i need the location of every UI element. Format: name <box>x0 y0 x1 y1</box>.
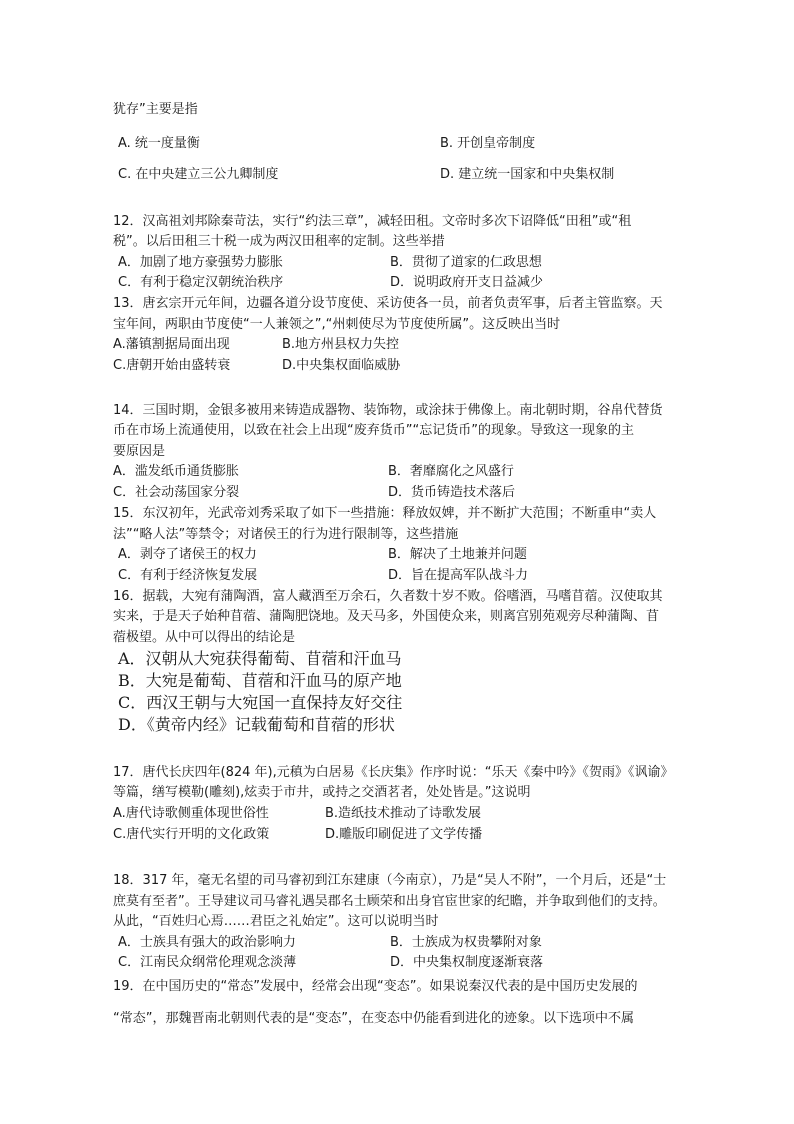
q18-option-c[interactable]: C．江南民众纲常伦理观念淡薄 <box>118 955 297 970</box>
q12-option-d[interactable]: D．说明政府开支日益减少 <box>390 275 544 290</box>
q12-option-b[interactable]: B．贯彻了道家的仁政思想 <box>390 255 542 270</box>
q16-option-c[interactable]: C．西汉王朝与大宛国一直保持友好交往 <box>118 693 403 712</box>
q11-option-c[interactable]: C. 在中央建立三公九卿制度 <box>118 167 279 182</box>
q17-option-b[interactable]: B.造纸技术推动了诗歌发展 <box>325 806 482 821</box>
q11-option-a[interactable]: A. 统一度量衡 <box>118 136 200 151</box>
q15-option-c[interactable]: C．有利于经济恢复发展 <box>118 568 258 583</box>
q14-stem-line-2: 币在市场上流通使用，以致在社会上出现“废弃货币”“忘记货币”的现象。导致这一现象的主 <box>113 423 634 438</box>
q14-stem-line-3: 要原因是 <box>113 444 166 459</box>
q16-stem-line-2: 实来，于是天子始种苜蓿、蒲陶肥饶地。及天马多，外国使众来，则离宫别苑观旁尽种蒲陶、苜 <box>113 609 660 624</box>
q17-option-c[interactable]: C.唐代实行开明的文化政策 <box>113 827 270 842</box>
q14-stem-line-1: 14．三国时期，金银多被用来铸造成器物、装饰物，或涂抹于佛像上。南北朝时期，谷帛代替货 <box>113 403 663 418</box>
q11-stem: 犹存”主要是指 <box>113 102 198 117</box>
q14-option-a[interactable]: A．滥发纸币通货膨胀 <box>113 464 239 479</box>
q15-option-b[interactable]: B．解决了土地兼并问题 <box>388 547 527 562</box>
q16-stem-line-1: 16．据载，大宛有蒲陶酒，富人藏酒至万余石，久者数十岁不败。俗嗜酒，马嗜苜蓿。汉使取其 <box>113 589 663 604</box>
q19-stem-line-2: “常态”，那魏晋南北朝则代表的是“变态”，在变态中仍能看到进化的迹象。以下选项中不属 <box>113 1011 634 1026</box>
q18-option-d[interactable]: D．中央集权制度逐渐衰落 <box>390 955 544 970</box>
q16-stem-line-3: 蓿极望。从中可以得出的结论是 <box>113 630 296 645</box>
q14-option-d[interactable]: D．货币铸造技术落后 <box>388 485 516 500</box>
q18-option-b[interactable]: B．士族成为权贵攀附对象 <box>390 935 542 950</box>
q16-option-d[interactable]: D．《黄帝内经》记载葡萄和苜蓿的形状 <box>118 715 395 734</box>
q12-stem-line-2: 税”。以后田租三十税一成为两汉田租率的定制。这些举措 <box>113 234 445 249</box>
q14-option-b[interactable]: B．奢靡腐化之风盛行 <box>388 464 514 479</box>
q13-stem-line-1: 13．唐玄宗开元年间，边疆各道分设节度使、采访使各一员，前者负责军事，后者主管监察。天 <box>113 296 663 311</box>
q15-option-d[interactable]: D．旨在提高军队战斗力 <box>388 568 529 583</box>
q17-stem-line-1: 17．唐代长庆四年(824 年),元稹为白居易《长庆集》作序时说：“乐天《秦中吟》《贺雨》《讽谕》 <box>113 765 674 780</box>
q16-option-a[interactable]: A．汉朝从大宛获得葡萄、苜蓿和汗血马 <box>118 649 402 668</box>
q13-option-b[interactable]: B.地方州县权力失控 <box>282 337 400 352</box>
q16-option-b[interactable]: B．大宛是葡萄、苜蓿和汗血马的原产地 <box>118 671 402 690</box>
q17-option-d[interactable]: D.雕版印刷促进了文学传播 <box>325 827 483 842</box>
q13-option-a[interactable]: A.藩镇割据局面出现 <box>113 337 230 352</box>
q15-stem-line-2: 法”“略人法”等禁令；对诸侯王的行为进行限制等，这些措施 <box>113 527 459 542</box>
q15-option-a[interactable]: A．剥夺了诸侯王的权力 <box>118 547 257 562</box>
q18-stem-line-1: 18．317 年，毫无名望的司马睿初到江东建康（今南京），乃是“吴人不附”，一个月后，还是“士 <box>113 873 667 888</box>
q13-stem-line-2: 宝年间，两职由节度使“一人兼领之”,“州刺使尽为节度使所属”。这反映出当时 <box>113 317 561 332</box>
q11-option-d[interactable]: D. 建立统一国家和中央集权制 <box>440 167 615 182</box>
q13-option-d[interactable]: D.中央集权面临威胁 <box>282 358 401 373</box>
q18-stem-line-3: 从此，“百姓归心焉……君臣之礼始定”。这可以说明当时 <box>113 914 439 929</box>
q12-option-a[interactable]: A．加剧了地方豪强势力膨胀 <box>118 255 283 270</box>
q15-stem-line-1: 15．东汉初年，光武帝刘秀采取了如下一些措施：释放奴婢，并不断扩大范围；不断重申“卖人 <box>113 506 657 521</box>
q12-option-c[interactable]: C．有利于稳定汉朝统治秩序 <box>118 275 284 290</box>
q14-option-c[interactable]: C．社会动荡国家分裂 <box>113 485 240 500</box>
q11-option-b[interactable]: B. 开创皇帝制度 <box>440 136 536 151</box>
q18-stem-line-2: 庶莫有至者”。王导建议司马睿礼遇吴郡名士顾荣和出身官宦世家的纪瞻，并争取到他们的支持。 <box>113 894 666 909</box>
q18-option-a[interactable]: A．士族具有强大的政治影响力 <box>118 935 296 950</box>
q17-stem-line-2: 等篇，缮写模勒(雕刻),炫卖于市井，或持之交酒茗者，处处皆是。”这说明 <box>113 785 531 800</box>
q19-stem-line-1: 19．在中国历史的“常态”发展中，经常会出现“变态”。如果说秦汉代表的是中国历史发展的 <box>113 979 638 994</box>
q17-option-a[interactable]: A.唐代诗歌侧重体现世俗性 <box>113 806 269 821</box>
q12-stem-line-1: 12．汉高祖刘邦除秦苛法，实行“约法三章”，减轻田租。文帝时多次下诏降低“田租”或“租 <box>113 214 632 229</box>
q13-option-c[interactable]: C.唐朝开始由盛转衰 <box>113 358 231 373</box>
